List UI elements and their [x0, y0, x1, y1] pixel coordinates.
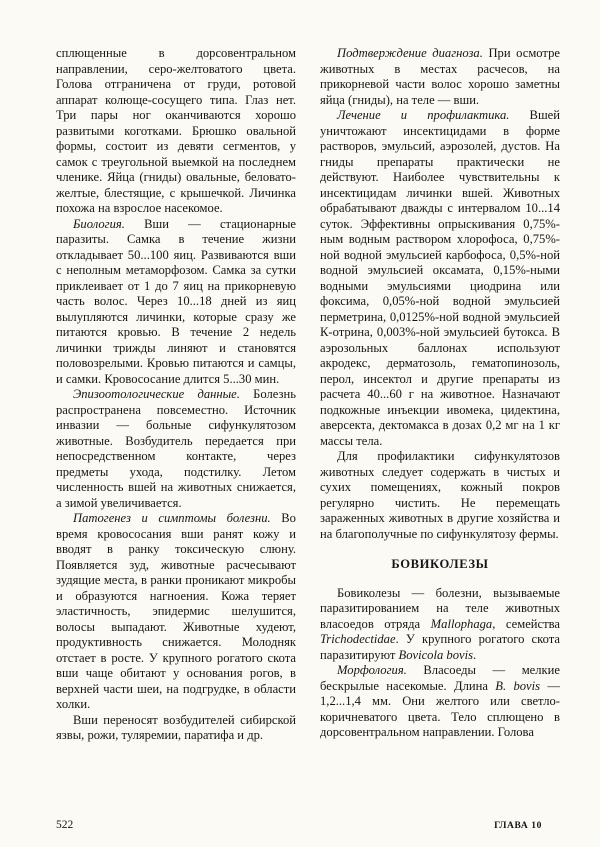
- paragraph: [320, 449, 560, 542]
- paragraph: [320, 46, 560, 108]
- body-text: Бовиколезы — болезни, вызываемые паразитированием на теле животных власоедов отряда: [320, 585, 560, 631]
- body-text: Вши переносят возбудителей сибирской язвы, рожи, туляремии, паратифа и др.: [56, 712, 296, 742]
- page-content: [56, 46, 560, 744]
- body-text: Во время кровососания вши ранят кожу и вводят в ранку токсическую слюну. Появляется зуд, животные расчесывают зудящие места, в ранки проникают микробы и образуются нагноения. Кожа теряет эластичность, эпидермис шелушится, волосы выпадают. Животные худеют, продуктивность снижается. Молодняк отстает в росте. У крупного рогатого скота вши чаще обитают у основания рогов, в верхней части шеи, на подгрудке, в области холки.: [56, 511, 296, 711]
- italic-text: Патогенез и симптомы болезни.: [73, 511, 271, 525]
- body-text: Для профилактики сифункулятозов животных следует содержать в чистых и сухих помещениях, кожный покров регулярно чистить. Не перемещать зараженных животных в другие хозяйства и на благополучные по сифункулятозу фермы.: [320, 449, 560, 541]
- italic-text: Bovicola bovis: [398, 647, 473, 662]
- paragraph: [320, 586, 560, 664]
- page-footer: [56, 819, 542, 831]
- body-text: .: [473, 647, 477, 662]
- paragraph: [56, 46, 296, 217]
- paragraph: [56, 511, 296, 713]
- body-text: . У крупного рогатого скота паразитируют: [320, 632, 560, 662]
- page-number: 522: [56, 819, 74, 831]
- italic-text: Trichodectidae: [320, 632, 396, 646]
- italic-text: B. bovis: [495, 678, 541, 693]
- italic-text: Морфология.: [337, 663, 407, 677]
- paragraph: [56, 713, 296, 744]
- body-text: , семейства: [492, 616, 560, 631]
- body-text: Вшей уничтожают инсектицидами в форме растворов, эмульсий, аэрозолей, дустов. На гниды препараты практически не действуют. Наиболее чувствительны к инсектицидам личинки вшей. Животных обрабатывают дважды с интервалом 10...14 суток. Эффективны опрыскивания 0,75%-ным водным раствором хлорофоса, 0,75%-ной водной эмульсией карбофоса, 0,5%-ной водной эмульсией оксамата, 0,15%-ными водными эмульсиями циодрина или фоксима, 0,05%-ной водной эмульсией перметрина, 0,0125%-ной водной эмульсией К-отрина, 0,003%-ной эмульсией бутокса. В аэрозольных баллонах используют акродекс, дерматозоль, гематопинозоль, перол, инсектол и другие препараты из расчета 40...60 г на животное. Назначают подкожные инъекции ивомека, цидектина, аверсекта, дектомакса в дозах 0,2 мг на 1 кг массы тела.: [320, 108, 560, 448]
- paragraph: [56, 217, 296, 388]
- right-column: [320, 46, 560, 744]
- italic-text: Mallophaga: [430, 616, 493, 631]
- chapter-label: ГЛАВА 10: [494, 821, 542, 831]
- body-text: Власоеды — мелкие бескрылые насекомые. Длина: [320, 663, 560, 693]
- paragraph: [320, 663, 560, 741]
- italic-text: Лечение и профилактика.: [337, 108, 510, 122]
- paragraph: [320, 108, 560, 449]
- italic-text: Эпизоотологические данные.: [73, 387, 240, 401]
- italic-text: Подтверждение диагноза.: [337, 46, 483, 60]
- body-text: При осмотре животных в местах расчесов, на прикорневой части волос хорошо заметны яйца (гниды), на теле — вши.: [320, 46, 560, 107]
- body-text: Вши — стационарные паразиты. Самка в течение жизни откладывает 50...100 яиц. Развиваются вши с неполным метаморфозом. Самка за сутки приклеивает от 1 до 7 яиц на прикорневую часть волос. Через 10...18 дней из яиц вылупляются личинки, которые сразу же питаются кровью. В течение 2 недель личинки трижды линяют и становятся половозрелыми. Кровью питаются и самцы, и самки. Кровососание длится 5...30 мин.: [56, 216, 296, 386]
- body-text: Болезнь распространена повсеместно. Источник инвазии — больные сифункулятозом животные. Возбудитель передается при непосредственном контакте, через предметы ухода, подстилку. Летом численность вшей на животных снижается, а зимой увеличивается.: [56, 387, 296, 510]
- italic-text: Биология.: [73, 216, 125, 231]
- body-text: сплющенные в дорсовентральном направлении, серо-желтоватого цвета. Голова отграничена от груди, ротовой аппарат колюще-сосущего типа. Глаз нет. Три пары ног оканчиваются хорошо развитыми коготками. Брюшко овальной формы, состоит из девяти сегментов, у самок с треугольной выемкой на последнем членике. Яйца (гниды) овальные, беловато-желтые, блестящие, с крышечкой. Личинка похожа на взрослое насекомое.: [56, 46, 296, 215]
- paragraph: [56, 387, 296, 511]
- left-column: [56, 46, 296, 744]
- section-heading: БОВИКОЛЕЗЫ: [391, 557, 489, 571]
- body-text: — 1,2...1,4 мм. Они желтого или светло-коричневатого цвета. Тело сплющено в дорсовентральном направлении. Голова: [320, 678, 560, 739]
